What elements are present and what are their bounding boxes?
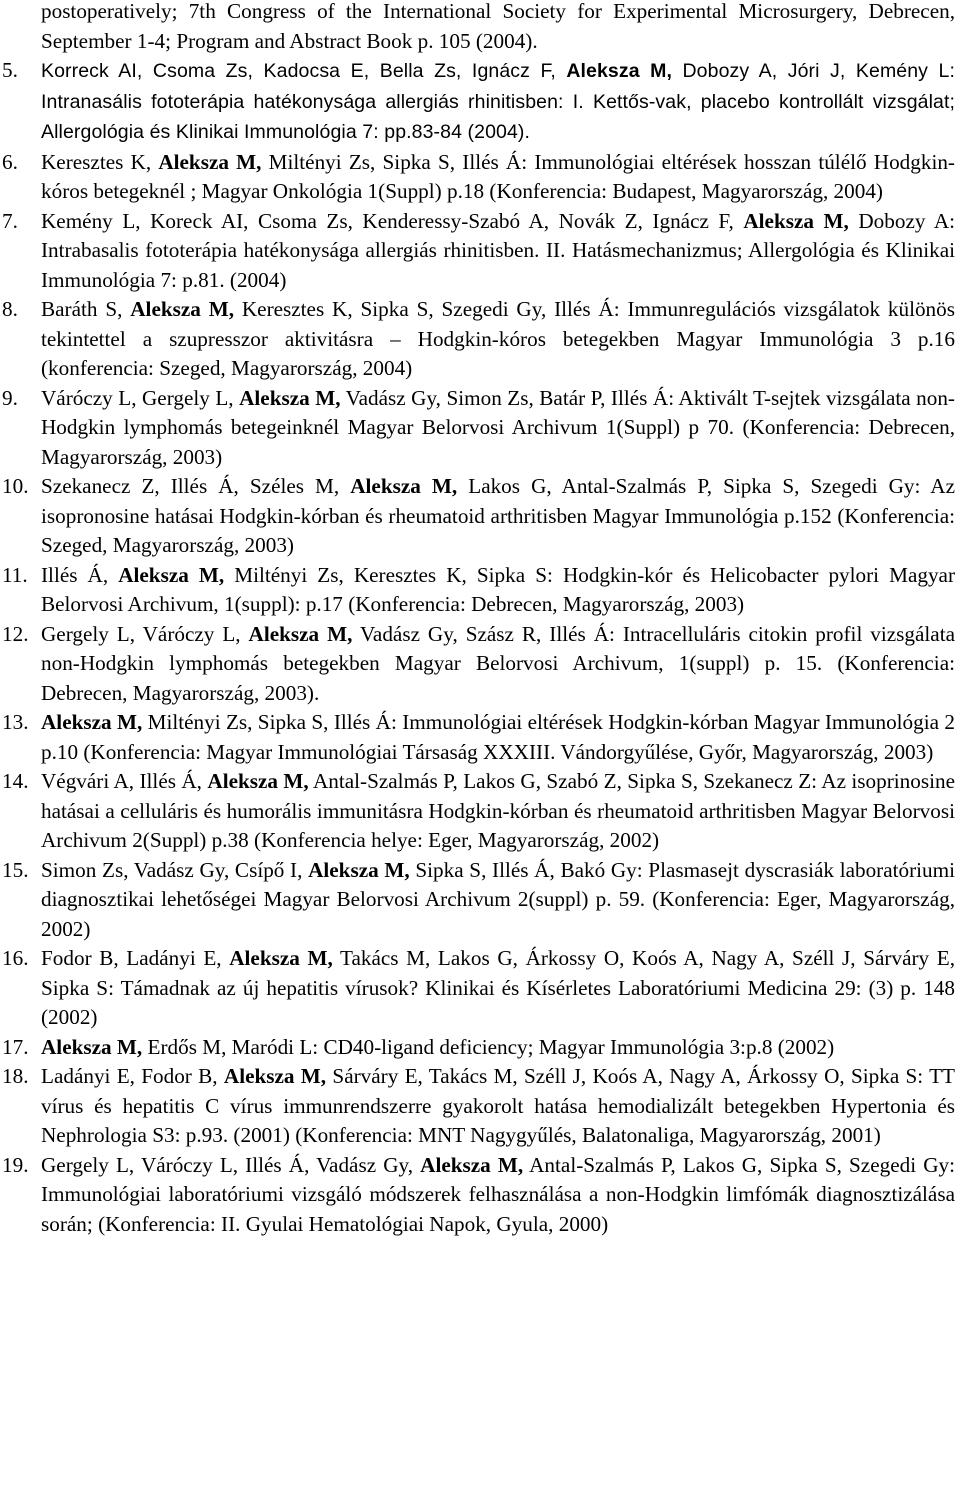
reference-item — [0, 767, 955, 856]
reference-number: 6. — [2, 149, 18, 174]
reference-number: 14. — [2, 769, 29, 793]
reference-text: Dobozy A: Intrabasalis fototerápia hatékonysága allergiás rhinitisben. II. Hatásmechanizmus; Allergológia és Klinikai Immunológia 7: p.81. (2004) — [41, 208, 956, 292]
reference-text: Végvári A, Illés Á, — [41, 769, 208, 793]
reference-text: Lakos G, Antal-Szalmás P, Sipka S, Szegedi Gy: Az isopronosine hatásai Hodgkin-kórban és rheumatoid arthritisben Magyar Immunológia p.152 (Konferencia: Szeged, Magyarország, 2003) — [41, 474, 955, 557]
reference-item — [0, 295, 955, 384]
reference-item — [0, 148, 955, 207]
reference-text: Kemény L, Koreck AI, Csoma Zs, Kenderessy-Szabó A, Novák Z, Ignácz F, — [41, 208, 744, 233]
highlighted-author: Aleksza M, — [743, 208, 849, 233]
reference-number: 17. — [2, 1034, 29, 1059]
reference-item — [0, 1033, 955, 1063]
reference-text: Szekanecz Z, Illés Á, Széles M, — [41, 474, 351, 498]
highlighted-author: Aleksza M, — [229, 946, 333, 970]
reference-item — [0, 708, 955, 767]
reference-text: Keresztes K, Sipka S, Szegedi Gy, Illés Á: Immunregulációs vizsgálatok különös tekintettel a szupresszor aktivitásra – Hodgkin-kóros betegekben Magyar Immunológia 3 p.16 (konferencia: Szeged, Magyarország, 2004) — [41, 297, 955, 380]
reference-number: 11. — [2, 562, 28, 587]
highlighted-author: Aleksza M, — [350, 474, 458, 498]
reference-item — [0, 384, 955, 473]
reference-item — [0, 856, 955, 945]
reference-text: Váróczy L, Gergely L, — [41, 385, 240, 410]
highlighted-author: Aleksza M, — [308, 857, 410, 882]
reference-text: Miltényi Zs, Sipka S, Illés Á: Immunológiai eltérések hosszan túlélő Hodgkin-kóros betegeknél ; Magyar Onkológia 1(Suppl) p.18 (Konferencia: Budapest, Magyarország, 2004) — [41, 149, 955, 203]
reference-text: Ladányi E, Fodor B, — [41, 1064, 224, 1088]
highlighted-author: Aleksza M, — [223, 1064, 327, 1088]
reference-item — [0, 1062, 955, 1151]
intro-paragraph: postoperatively; 7th Congress of the International Society for Experimental Microsurgery, Debrecen, September 1-4; Program and Abstract Book p. 105 (2004). — [41, 0, 955, 53]
reference-item — [0, 620, 955, 709]
highlighted-author: Aleksza M, — [41, 710, 143, 734]
reference-text: Vadász Gy, Simon Zs, Batár P, Illés Á: Aktivált T-sejtek vizsgálata non-Hodgkin lymphomás betegeinknél Magyar Belorvosi Archivum 1(Suppl) p 70. (Konferencia: Debrecen, Magyarország, 2003) — [41, 385, 955, 469]
reference-number: 12. — [2, 621, 29, 646]
highlighted-author: Aleksza M, — [566, 60, 673, 82]
reference-text: Miltényi Zs, Sipka S, Illés Á: Immunológiai eltérések Hodgkin-kórban Magyar Immunológia 2 p.10 (Konferencia: Magyar Immunológiai Társaság XXXIII. Vándorgyűlése, Győr, Magyarország, 2003) — [41, 710, 955, 764]
reference-number: 9. — [2, 385, 18, 410]
highlighted-author: Aleksza M, — [130, 297, 235, 321]
reference-text: Takács M, Lakos G, Árkossy O, Koós A, Nagy A, Széll J, Sárváry E, Sipka S: Támadnak az új hepatitis vírusok? Klinikai és Kísérletes Laboratóriumi Medicina 29: (3) p. 148 (2002) — [41, 946, 955, 1029]
reference-number: 8. — [2, 297, 18, 321]
reference-number: 18. — [2, 1064, 29, 1088]
reference-text: Antal-Szalmás P, Lakos G, Sipka S, Szegedi Gy: Immunológiai laboratóriumi vizsgáló módszerek felhasználása a non-Hodgkin limfómák diagnosztizálása során; (Konferencia: II. Gyulai Hematológiai Napok, Gyula, 2000) — [41, 1152, 955, 1236]
reference-text: Miltényi Zs, Keresztes K, Sipka S: Hodgkin-kór és Helicobacter pylori Magyar Belorvosi Archivum, 1(suppl): p.17 (Konferencia: Debrecen, Magyarország, 2003) — [41, 562, 956, 616]
reference-text: Keresztes K, — [41, 149, 159, 174]
reference-number: 16. — [2, 946, 29, 970]
reference-text: Baráth S, — [41, 297, 131, 321]
reference-number: 5. — [2, 58, 18, 82]
reference-text: Vadász Gy, Szász R, Illés Á: Intracelluláris citokin profil vizsgálata non-Hodgkin lymphomás betegekben Magyar Belorvosi Archivum, 1(suppl) p. 15. (Konferencia: Debrecen, Magyarország, 2003). — [41, 621, 955, 705]
reference-text: Sárváry E, Takács M, Széll J, Koós A, Nagy A, Árkossy O, Sipka S: TT vírus és hepatitis C vírus immunrendszerre gyakorolt hatása hemodializált betegekben Hypertonia és Nephrologia S3: p.93. (2001) (Konferencia: MNT Nagygyűlés, Balatonaliga, Magyarország, 2001) — [41, 1064, 955, 1147]
reference-text: Fodor B, Ladányi E, — [41, 946, 230, 970]
reference-text: Illés Á, — [41, 562, 119, 587]
reference-text: Gergely L, Váróczy L, Illés Á, Vadász Gy, — [41, 1152, 421, 1177]
reference-text: Antal-Szalmás P, Lakos G, Szabó Z, Sipka S, Szekanecz Z: Az isoprinosine hatásai a celluláris és humorális immunitásra Hodgkin-kórban és rheumatoid arthritisben Magyar Belorvosi Archivum 2(Suppl) p.38 (Konferencia helye: Eger, Magyarország, 2002) — [41, 769, 955, 852]
highlighted-author: Aleksza M, — [239, 385, 341, 410]
reference-number: 13. — [2, 710, 29, 734]
highlighted-author: Aleksza M, — [158, 149, 262, 174]
reference-number: 7. — [2, 208, 18, 233]
reference-text: Gergely L, Váróczy L, — [41, 621, 249, 646]
highlighted-author: Aleksza M, — [41, 1034, 143, 1059]
reference-item — [0, 1151, 955, 1240]
highlighted-author: Aleksza M, — [207, 769, 309, 793]
reference-item — [0, 56, 955, 148]
highlighted-author: Aleksza M, — [118, 562, 225, 587]
reference-list — [0, 56, 955, 1239]
highlighted-author: Aleksza M, — [248, 621, 353, 646]
reference-number: 15. — [2, 857, 29, 882]
reference-number: 10. — [2, 474, 29, 498]
highlighted-author: Aleksza M, — [420, 1152, 524, 1177]
reference-text: Erdős M, Maródi L: CD40-ligand deficiency; Magyar Immunológia 3:p.8 (2002) — [142, 1034, 835, 1059]
reference-item — [0, 472, 955, 561]
reference-text: Simon Zs, Vadász Gy, Csípő I, — [41, 857, 309, 882]
reference-item — [0, 207, 955, 296]
reference-number: 19. — [2, 1152, 29, 1177]
reference-item — [0, 561, 955, 620]
reference-text: Sipka S, Illés Á, Bakó Gy: Plasmasejt dyscrasiák laboratóriumi diagnosztikai lehetőségei Magyar Belorvosi Archivum 2(suppl) p. 59. (Konferencia: Eger, Magyarország, 2002) — [41, 857, 956, 941]
reference-text: Dobozy A, Jóri J, Kemény L: Intranasális fototerápia hatékonysága allergiás rhinitisben: I. Kettős-vak, placebo kontrollált vizsgálat; Allergológia és Klinikai Immunológia 7: pp.83-84 (2004). — [41, 60, 955, 143]
reference-text: Korreck AI, Csoma Zs, Kadocsa E, Bella Zs, Ignácz F, — [41, 60, 567, 82]
reference-item — [0, 944, 955, 1033]
